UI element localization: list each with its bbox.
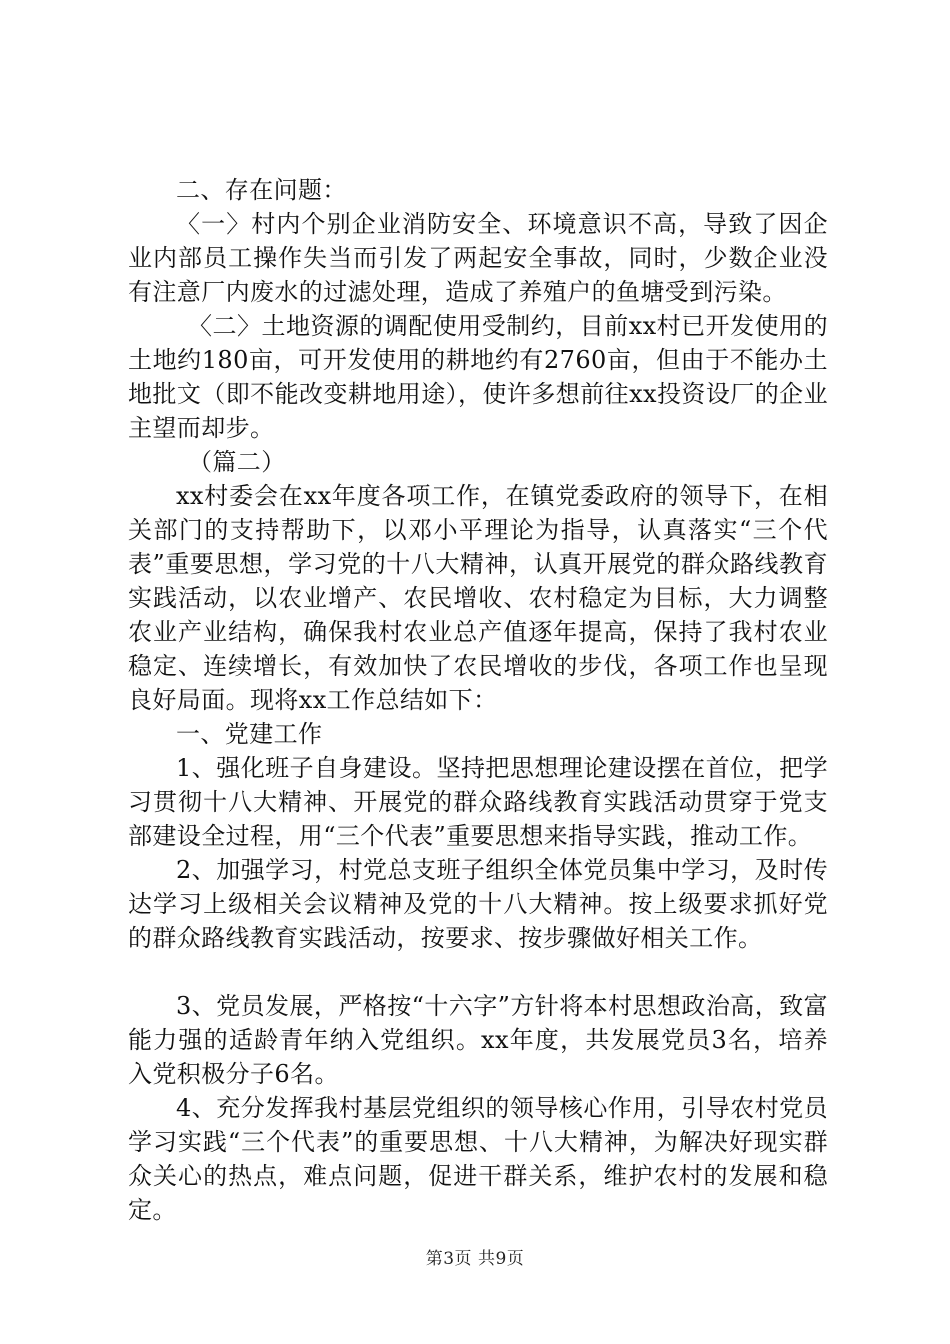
paragraph-problem-1: 〈一〉村内个别企业消防安全、环境意识不高，导致了因企业内部员工操作失当而引发了两起安全事故，同时，少数企业没有注意厂内废水的过滤处理，造成了养殖户的鱼塘受到污染。 — [128, 210, 828, 306]
page-number-footer: 第3页 共9页 — [425, 1249, 525, 1269]
paragraph-intro-summary: xx村委会在xx年度各项工作，在镇党委政府的领导下，在相关部门的支持帮助下，以邓小平理论为指导，认真落实“三个代表”重要思想，学习党的十八大精神，认真开展党的群众路线教育实践活动，以农业增产、农民增收、农村稳定为目标，大力调整农业产业结构，确保我村农业总产值逐年提高，保持了我村农业稳定、连续增长，有效加快了农民增收的步伐，各项工作也呈现良好局面。现将xx工作总结如下： — [128, 482, 828, 714]
paragraph-item-3: 3、党员发展，严格按“十六字”方针将本村思想政治高，致富能力强的适龄青年纳入党组织。xx年度，共发展党员3名，培养入党积极分子6名。 — [128, 992, 828, 1088]
section-heading-problems: 二、存在问题： — [176, 176, 347, 204]
document-body — [128, 173, 828, 1227]
paragraph-problem-2: 〈二〉土地资源的调配使用受制约，目前xx村已开发使用的土地约180亩，可开发使用的耕地约有2760亩，但由于不能办土地批文（即不能改变耕地用途），使许多想前往xx投资设厂的企业主望而却步。 — [128, 312, 828, 442]
paragraph-item-2: 2、加强学习，村党总支班子组织全体党员集中学习，及时传达学习上级相关会议精神及党的十八大精神。按上级要求抓好党的群众路线教育实践活动，按要求、按步骤做好相关工作。 — [128, 856, 828, 952]
section-title-part-two: （篇二） — [188, 448, 286, 476]
paragraph-item-1: 1、强化班子自身建设。坚持把思想理论建设摆在首位，把学习贯彻十八大精神、开展党的群众路线教育实践活动贯穿于党支部建设全过程，用“三个代表”重要思想来指导实践，推动工作。 — [128, 754, 828, 850]
section-heading-party-building: 一、党建工作 — [176, 720, 323, 748]
paragraph-item-4: 4、充分发挥我村基层党组织的领导核心作用，引导农村党员学习实践“三个代表”的重要思想、十八大精神，为解决好现实群众关心的热点，难点问题，促进干群关系，维护农村的发展和稳定。 — [128, 1094, 828, 1224]
